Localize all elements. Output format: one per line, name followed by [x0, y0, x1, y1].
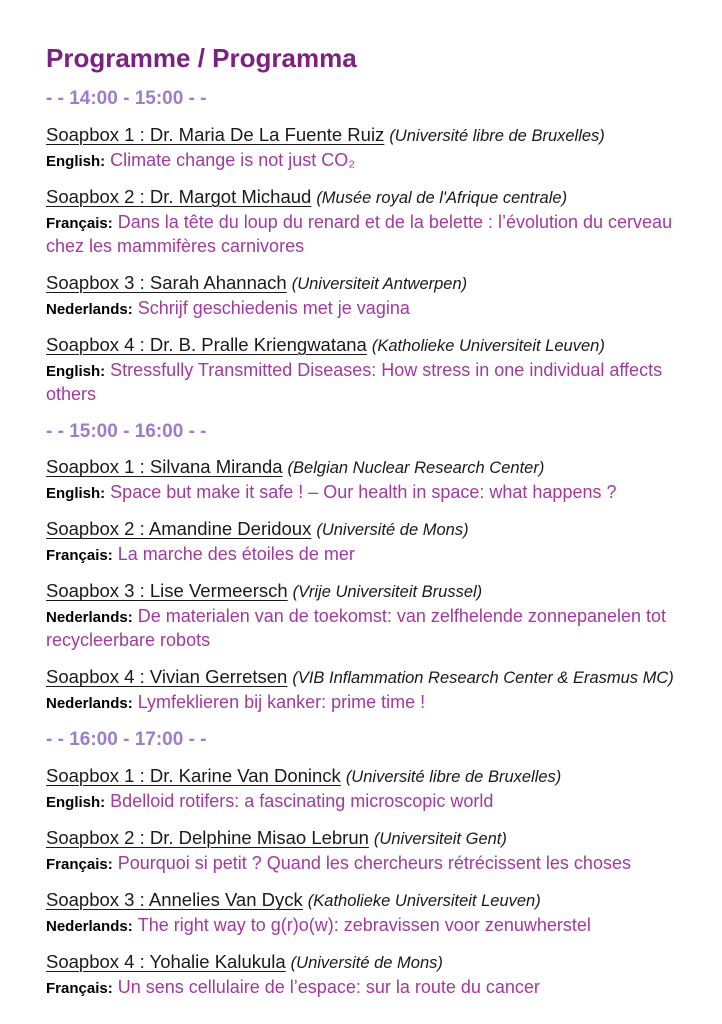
talk-title-line — [46, 211, 676, 259]
talk-slot-speaker: Soapbox 2 : Dr. Delphine Misao Lebrun — [46, 827, 369, 849]
talk-title-line — [46, 481, 676, 505]
talk-heading-line — [46, 333, 676, 358]
talk-title-line — [46, 691, 676, 715]
session-time-header: - - 15:00 - 16:00 - - — [46, 420, 207, 442]
talk-language-label: Nederlands: — [46, 300, 133, 318]
session-time-header: - - 16:00 - 17:00 - - — [46, 729, 207, 751]
talk-language-label: English: — [46, 794, 106, 812]
talk-title: Dans la tête du loup du renard et de la belette : l’évolution du cerveau chez les mammifères carnivores — [46, 211, 673, 256]
talk-title-line — [46, 605, 676, 653]
talk-affiliation: (Universiteit Gent) — [373, 830, 507, 849]
talk-block — [46, 333, 676, 407]
talk-title: De materialen van de toekomst: van zelfhelende zonnepanelen tot recycleerbare robots — [46, 606, 667, 651]
talk-affiliation: (Universiteit Antwerpen) — [291, 274, 468, 293]
talk-title-line — [46, 543, 676, 567]
talk-title: Space but make it safe ! – Our health in space: what happens ? — [110, 482, 617, 503]
talk-affiliation: (Vrije Universiteit Brussel) — [292, 583, 483, 602]
talk-block — [46, 665, 676, 715]
talk-slot-speaker: Soapbox 2 : Dr. Margot Michaud — [46, 185, 312, 207]
page-title: Programme / Programma — [46, 43, 357, 73]
talk-block — [46, 123, 676, 173]
talk-block — [46, 455, 676, 505]
talk-block — [46, 579, 676, 653]
talk-affiliation: (Belgian Nuclear Research Center) — [287, 459, 545, 478]
talk-slot-speaker: Soapbox 2 : Amandine Deridoux — [46, 518, 312, 540]
talk-heading-line — [46, 665, 676, 690]
talk-title: Pourquoi si petit ? Quand les chercheurs rétrécissent les choses — [117, 853, 631, 874]
talk-title: La marche des étoiles de mer — [117, 544, 355, 565]
talk-title-line — [46, 149, 676, 173]
talk-block — [46, 826, 676, 876]
talk-language-label: English: — [46, 362, 106, 380]
talk-affiliation: (Katholieke Universiteit Leuven) — [371, 336, 605, 355]
talk-affiliation: (Université libre de Bruxelles) — [345, 768, 562, 787]
talk-language-label: Nederlands: — [46, 609, 133, 627]
talk-slot-speaker: Soapbox 3 : Lise Vermeersch — [46, 580, 288, 602]
talk-slot-speaker: Soapbox 4 : Yohalie Kalukula — [46, 951, 286, 973]
talk-affiliation: (Université de Mons) — [316, 521, 469, 540]
talk-heading-line — [46, 888, 676, 913]
talk-heading-line — [46, 517, 676, 542]
talk-block — [46, 888, 676, 938]
talk-heading-line — [46, 271, 676, 296]
talk-title: Bdelloid rotifers: a fascinating microscopic world — [110, 791, 494, 812]
talk-title-line — [46, 914, 676, 938]
talk-language-label: English: — [46, 152, 106, 170]
talk-affiliation: (Musée royal de l'Afrique centrale) — [316, 188, 568, 207]
talk-language-label: English: — [46, 485, 106, 503]
talk-heading-line — [46, 826, 676, 851]
talk-block — [46, 950, 676, 1000]
talk-slot-speaker: Soapbox 1 : Silvana Miranda — [46, 456, 283, 478]
talk-slot-speaker: Soapbox 4 : Dr. B. Pralle Kriengwatana — [46, 333, 367, 355]
talk-title: Un sens cellulaire de l’espace: sur la route du cancer — [117, 977, 540, 998]
talk-slot-speaker: Soapbox 3 : Sarah Ahannach — [46, 271, 287, 293]
talk-heading-line — [46, 579, 676, 604]
talk-block — [46, 517, 676, 567]
talk-heading-line — [46, 950, 676, 975]
talk-title: Lymfeklieren bij kanker: prime time ! — [137, 692, 426, 713]
talk-heading-line — [46, 455, 676, 480]
talk-title-line — [46, 359, 676, 407]
session-block — [46, 421, 676, 716]
talk-language-label: Français: — [46, 547, 113, 565]
talk-block — [46, 185, 676, 259]
talk-language-label: Français: — [46, 856, 113, 874]
talk-affiliation: (VIB Inflammation Research Center & Erasmus MC) — [292, 669, 674, 688]
talk-language-label: Nederlands: — [46, 918, 133, 936]
talk-affiliation: (Katholieke Universiteit Leuven) — [307, 892, 541, 911]
talk-block — [46, 764, 676, 814]
sessions-list — [46, 88, 676, 1000]
talk-title: Climate change is not just CO₂ — [110, 149, 356, 170]
talk-slot-speaker: Soapbox 3 : Annelies Van Dyck — [46, 889, 303, 911]
talk-heading-line — [46, 764, 676, 789]
session-block — [46, 729, 676, 1000]
talk-language-label: Français: — [46, 980, 113, 998]
talk-title: The right way to g(r)o(w): zebravissen voor zenuwherstel — [137, 915, 591, 936]
talk-title-line — [46, 852, 676, 876]
talk-slot-speaker: Soapbox 1 : Dr. Maria De La Fuente Ruiz — [46, 123, 385, 145]
talk-title: Schrijf geschiedenis met je vagina — [137, 297, 410, 318]
talk-block — [46, 271, 676, 321]
talk-affiliation: (Université libre de Bruxelles) — [389, 126, 605, 145]
session-time-header: - - 14:00 - 15:00 - - — [46, 87, 207, 109]
talk-heading-line — [46, 185, 676, 210]
talk-slot-speaker: Soapbox 4 : Vivian Gerretsen — [46, 666, 288, 688]
talk-title-line — [46, 976, 676, 1000]
talk-title: Stressfully Transmitted Diseases: How stress in one individual affects others — [46, 359, 663, 404]
talk-title-line — [46, 790, 676, 814]
session-block — [46, 88, 676, 407]
talk-title-line — [46, 297, 676, 321]
talk-language-label: Nederlands: — [46, 695, 133, 713]
talk-language-label: Français: — [46, 214, 113, 232]
talk-affiliation: (Université de Mons) — [290, 954, 443, 973]
talk-heading-line — [46, 123, 676, 148]
talk-slot-speaker: Soapbox 1 : Dr. Karine Van Doninck — [46, 765, 341, 787]
